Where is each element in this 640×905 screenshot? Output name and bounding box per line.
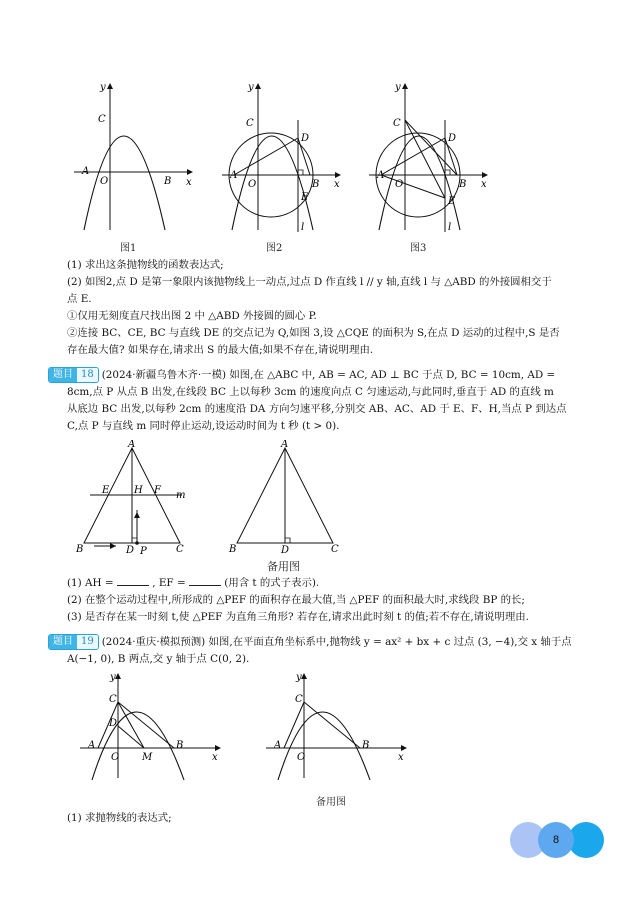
q19-fig-C: C bbox=[109, 694, 117, 705]
parabola bbox=[92, 712, 184, 780]
answer-blank-EF[interactable] bbox=[189, 575, 221, 586]
figure-3 bbox=[365, 80, 495, 240]
q18-badge: 题目 18 bbox=[48, 367, 99, 383]
q19-fig-x: x bbox=[212, 752, 218, 763]
fig1-label-x: x bbox=[186, 177, 192, 188]
fig1-label-C: C bbox=[98, 114, 106, 125]
q18-fig-A: A bbox=[128, 440, 136, 450]
answer-blank-AH[interactable] bbox=[117, 575, 149, 586]
q19-fig-M: M bbox=[142, 752, 153, 763]
q17-line1: (1) 求出这条抛物线的函数表达式; bbox=[67, 259, 224, 271]
fig1-label-B: B bbox=[164, 176, 172, 187]
q19-line2: A(−1, 0), B 两点,交 y 轴于点 C(0, 2). bbox=[67, 653, 250, 665]
q18-sub1: (1) AH = , EF = (用含 t 的式子表示). bbox=[67, 577, 320, 589]
q18-fig-F: F bbox=[154, 485, 161, 496]
q18-fig-H: H bbox=[134, 485, 143, 496]
q19-fig-y: y bbox=[110, 672, 116, 683]
fig2-label-y: y bbox=[248, 82, 254, 93]
q17-line2: (2) 如图2,点 D 是第一象限内该抛物线上一动点,过点 D 作直线 l // y 轴,直线 l 与 △ABD 的外接圆相交于 bbox=[67, 276, 552, 288]
q18-fig-B: B bbox=[76, 544, 84, 555]
fig2-label-l: l bbox=[301, 222, 305, 233]
q19-spare-y: y bbox=[296, 672, 302, 683]
q19-sub1: (1) 求抛物线的表达式; bbox=[67, 812, 172, 824]
q18-spare-C: C bbox=[331, 544, 339, 555]
q18-fig-D: D bbox=[126, 545, 135, 556]
q19-spare-O: O bbox=[297, 752, 306, 763]
q18-line4: C,点 P 与直线 m 同时停止运动,设运动时间为 t 秒 (t > 0). bbox=[67, 420, 340, 432]
q18-sub2: (2) 在整个运动过程中,所形成的 △PEF 的面积存在最大值,当 △PEF 的面积最大时,求线段 BP 的长; bbox=[67, 594, 525, 606]
figure-1 bbox=[70, 80, 200, 240]
fig1-label-O: O bbox=[100, 176, 109, 187]
q17-line5: ②连接 BC、CE, BC 与直线 DE 的交点记为 Q,如图 3,设 △CQE 的面积为 S,在点 D 运动的过程中,S 是否 bbox=[67, 327, 560, 339]
fig3-label-A: A bbox=[377, 170, 385, 181]
q18-fig-E: E bbox=[102, 485, 110, 496]
q19-fig-D: D bbox=[109, 718, 118, 729]
fig2-label-D: D bbox=[301, 133, 310, 144]
q19-spare-caption: 备用图 bbox=[316, 797, 346, 808]
q19-fig-B: B bbox=[176, 740, 184, 751]
fig2-label-O: O bbox=[248, 179, 257, 190]
fig2-label-C: C bbox=[246, 118, 254, 129]
q19-line1: 题目 19 (2024·重庆·模拟预测) 如图,在平面直角坐标系中,抛物线 y = ax² + bx + c 过点 (3, −4),交 x 轴于点 bbox=[48, 634, 568, 650]
q19-figure-spare bbox=[262, 668, 412, 786]
q19-spare-B: B bbox=[362, 740, 370, 751]
fig3-label-O: O bbox=[395, 179, 404, 190]
fig2-label-A: A bbox=[230, 170, 238, 181]
fig1-label-A: A bbox=[82, 166, 90, 177]
q19-spare-C: C bbox=[295, 694, 303, 705]
q19-figure-main bbox=[76, 668, 226, 786]
page-number-circle bbox=[538, 822, 574, 858]
q18-sub3: (3) 是否存在某一时刻 t,使 △PEF 为直角三角形? 若存在,请求出此时刻 t 的值;若不存在,请说明理由. bbox=[67, 611, 529, 623]
fig2-label-x: x bbox=[334, 179, 340, 190]
page-number: 8 bbox=[552, 834, 560, 846]
figure-2 bbox=[218, 80, 348, 240]
q17-line4: ①仅用无刻度直尺找出图 2 中 △ABD 外接圆的圆心 P. bbox=[67, 310, 317, 322]
q18-fig-C: C bbox=[176, 544, 184, 555]
q18-fig-P: P bbox=[140, 546, 147, 557]
q18-figure-main bbox=[72, 440, 202, 558]
fig1-caption: 图1 bbox=[120, 243, 137, 254]
fig3-label-C: C bbox=[393, 118, 401, 129]
q18-line2: 8cm,点 P 从点 B 出发,在线段 BC 上以每秒 3cm 的速度向点 C 匀速运动,与此同时,垂直于 AD 的直线 m bbox=[67, 386, 554, 398]
q19-spare-A: A bbox=[274, 740, 282, 751]
q18-spare-A: A bbox=[281, 440, 289, 450]
fig3-label-x: x bbox=[481, 179, 487, 190]
q19-spare-x: x bbox=[398, 752, 404, 763]
fig3-caption: 图3 bbox=[410, 243, 427, 254]
fig3-label-B: B bbox=[459, 179, 467, 190]
q18-figure-spare bbox=[225, 440, 345, 558]
q18-fig-m: m bbox=[176, 490, 186, 501]
q18-spare-D: D bbox=[281, 545, 290, 556]
q19-fig-O: O bbox=[111, 752, 120, 763]
q17-line6: 存在最大值? 如果存在,请求出 S 的最大值;如果不存在,请说明理由. bbox=[67, 344, 374, 356]
fig3-label-E: E bbox=[448, 196, 456, 207]
fig2-caption: 图2 bbox=[266, 243, 283, 254]
fig3-label-y: y bbox=[395, 82, 401, 93]
q19-fig-A: A bbox=[88, 740, 96, 751]
fig2-label-B: B bbox=[312, 179, 320, 190]
parabola bbox=[84, 136, 165, 230]
q18-line3: 从底边 BC 出发,以每秒 2cm 的速度沿 DA 方向匀速平移,分别交 AB、AC、AD 于 E、F、H,当点 P 到达点 bbox=[67, 403, 567, 415]
q19-badge: 题目 19 bbox=[48, 634, 99, 650]
fig3-label-l: l bbox=[448, 222, 452, 233]
q17-line3: 点 E. bbox=[67, 293, 92, 305]
fig1-label-y: y bbox=[100, 82, 106, 93]
fig2-label-E: E bbox=[301, 192, 309, 203]
fig3-label-D: D bbox=[448, 133, 457, 144]
q18-spare-caption: 备用图 bbox=[267, 560, 300, 573]
q18-line1: 题目 18 (2024·新疆乌鲁木齐·一模) 如图,在 △ABC 中, AB = AC, AD ⊥ BC 于点 D, BC = 10cm, AD = bbox=[48, 367, 568, 383]
q18-spare-B: B bbox=[229, 544, 237, 555]
